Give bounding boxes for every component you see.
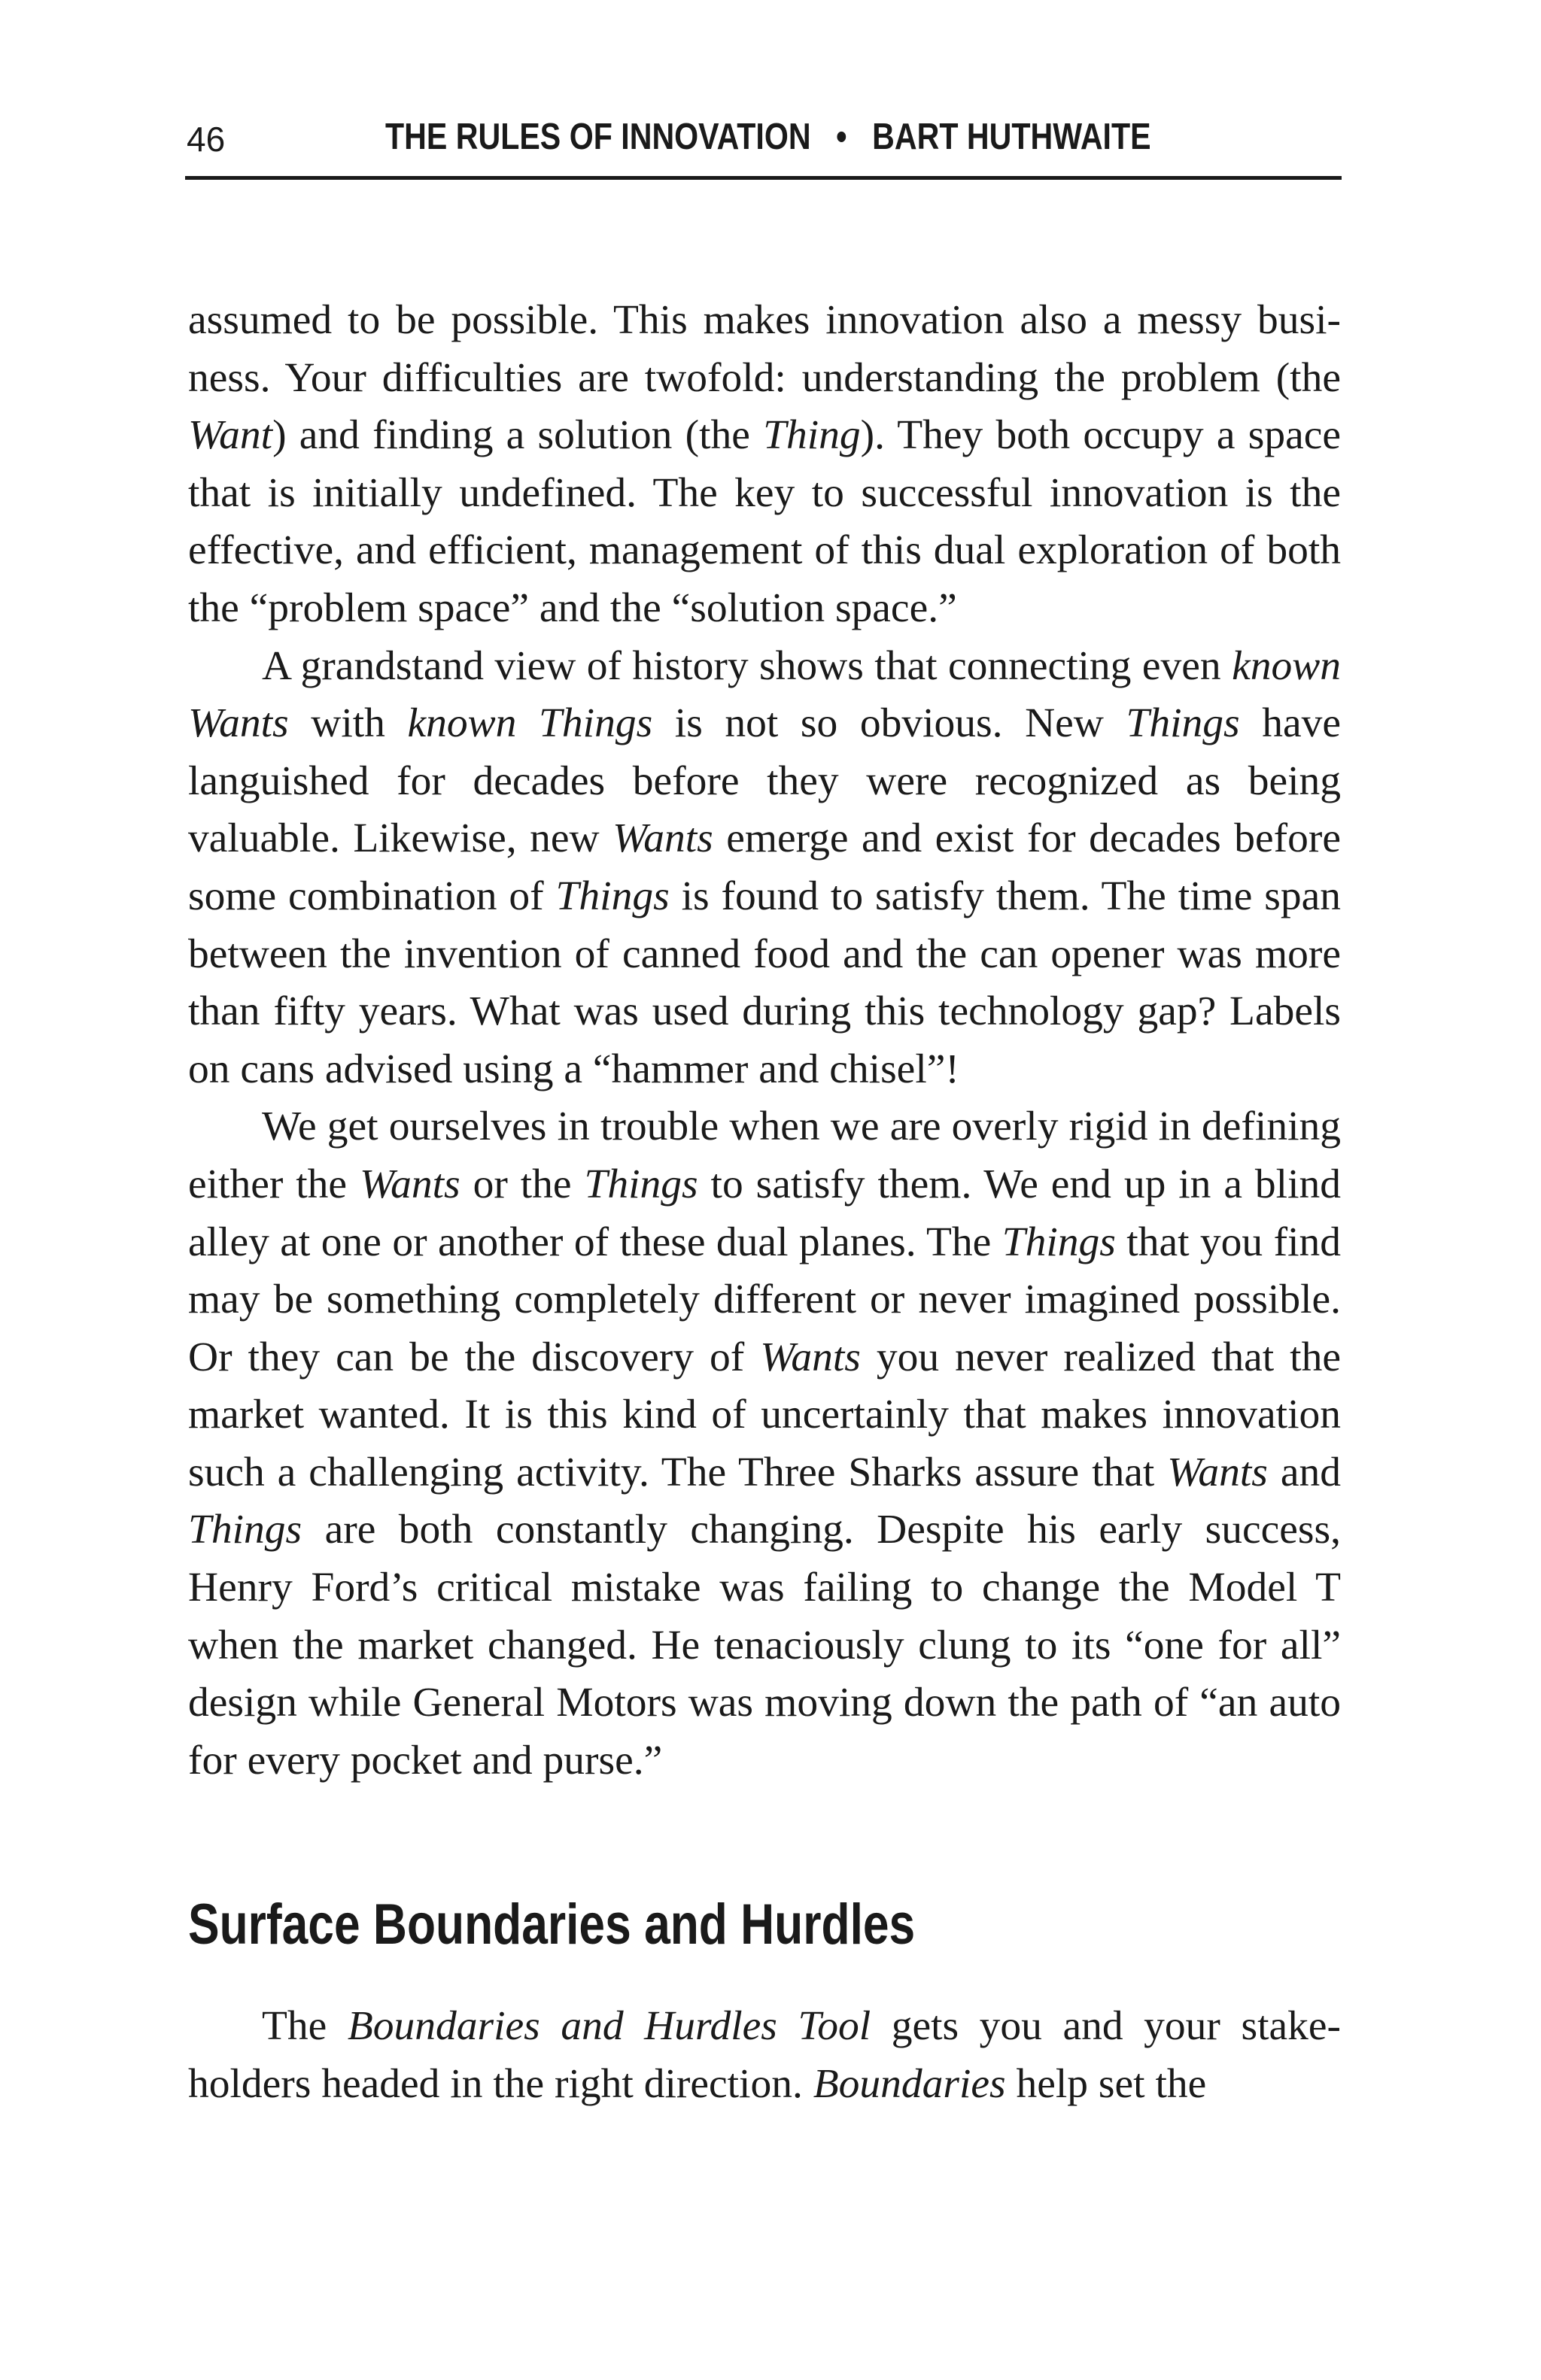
text-run: you never realized that the market wanted. It is this kind of uncertainly that makes innovation such a challenging activity. The Three Sharks assure that [188,1334,1341,1495]
header-rule [185,176,1342,180]
page-number: 46 [187,120,226,159]
italic-term: known Wants [188,642,1341,747]
text-run: gets you and your stakeholders headed in the right direction. [188,2003,1341,2107]
text-run: are both constantly changing. Despite his early success, Henry Ford’s critical mistake was failing to change the Model T when the market changed. He tenaciously clung to its “one for all” design while General Motors was moving down the path of “an auto for every pocket and purse.” [188,1507,1341,1783]
running-head-title [385,116,1181,158]
text-run: is found to satisfy them. The time span between the invention of canned food and the can opener was more than fifty years. What was used during this technology gap? Labels on cans advised using a “hammer and chisel”! [188,873,1341,1092]
section-body-text [188,1998,1341,2113]
italic-term: Wants [760,1334,861,1380]
text-run: to satisfy them. We end up in a blind alley at one or another of these dual planes. The [188,1161,1341,1265]
italic-term: known Things [407,700,653,747]
italic-term: Things [1126,700,1240,747]
italic-term: Want [188,412,273,459]
text-run: assumed to be possible. This makes innovation also a messy business. Your difficulties are twofold: understanding the problem (the [188,297,1341,401]
text-run: is not so obvious. New [652,700,1126,747]
italic-term: Things [1001,1219,1116,1265]
italic-term: Wants [612,815,713,862]
italic-term: Things [188,1507,302,1553]
text-run: have languished for decades before they were recognized as being valuable. Likewise, new [188,700,1341,862]
text-run: emerge and exist for decades before some combination of [188,815,1341,919]
text-run: ). They both occupy a space that is initially undefined. The key to successful innovation is the effective, and efficient, management of this dual exploration of both the “problem space” and the “solution space.” [188,412,1341,631]
paragraph [188,1098,1341,1790]
header-separator: • [836,117,847,157]
body-text [188,292,1341,1790]
text-run: that you find may be something completely different or never imagined possible. Or they can be the discovery of [188,1219,1341,1380]
italic-term: Wants [1167,1449,1268,1495]
italic-term: Boundaries [813,2060,1006,2107]
italic-term: Things [584,1161,698,1207]
author-name: BART HUTHWAITE [872,117,1151,157]
paragraph [188,1998,1341,2113]
text-run: and [1267,1449,1341,1495]
text-run: help set the [1005,2060,1207,2107]
text-run: A grandstand view of history shows that connecting even [262,642,1232,689]
paragraph [188,292,1341,638]
italic-term: Wants [360,1161,460,1207]
running-header [187,113,1341,165]
text-run: ) and finding a solution (the [272,412,764,459]
text-run: We get ourselves in trouble when we are overly rigid in defining either the [188,1103,1341,1207]
italic-term: Thing [763,412,861,459]
text-run: with [288,700,408,747]
italic-term: Boundaries and Hurdles Tool [347,2003,871,2049]
paragraph [188,638,1341,1099]
text-run: or the [460,1161,585,1207]
book-title: THE RULES OF INNOVATION [385,117,811,157]
text-run: The [262,2003,348,2049]
section-heading: Surface Boundaries and Hurdles [188,1893,916,1957]
italic-term: Things [555,873,670,919]
